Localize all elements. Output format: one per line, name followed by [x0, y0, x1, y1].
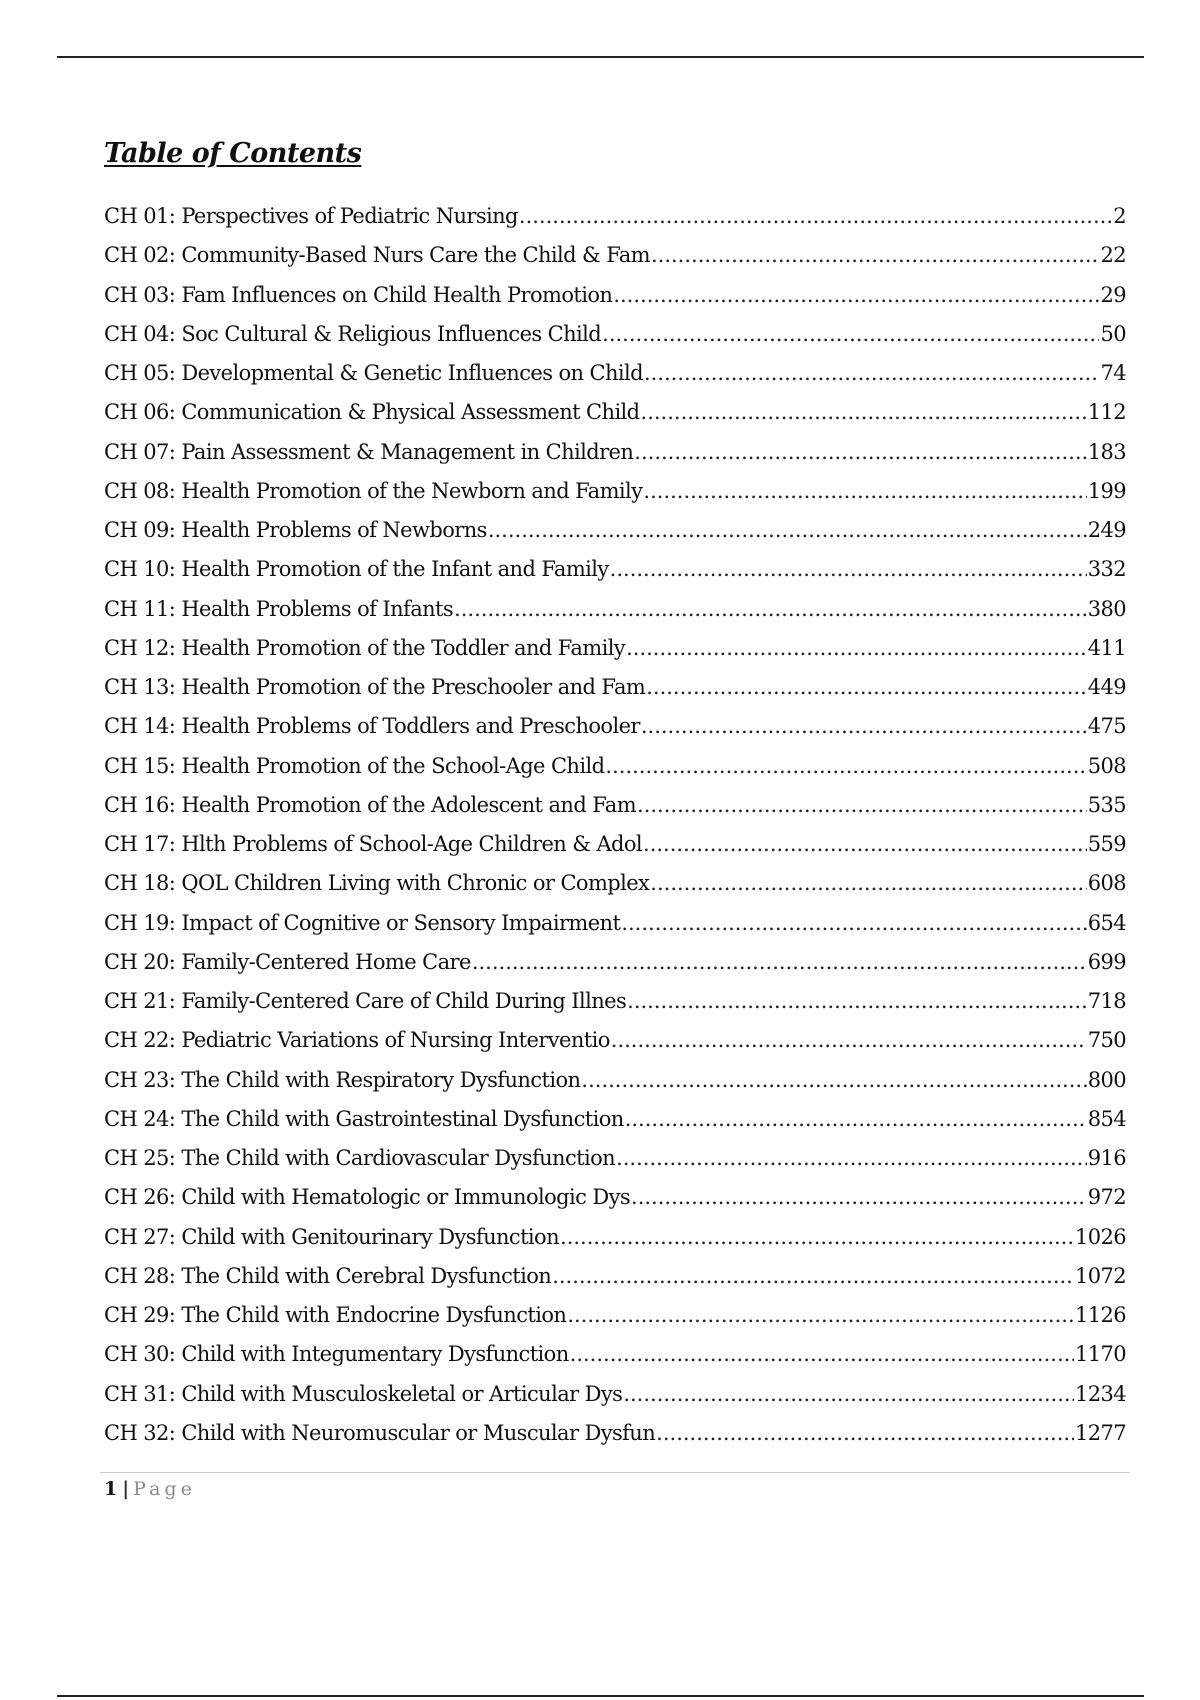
- toc-entry-title: CH 12: Health Promotion of the Toddler and Family: [104, 635, 626, 660]
- toc-entry-title: CH 32: Child with Neuromuscular or Muscular Dysfun: [104, 1420, 656, 1445]
- toc-entry-title: CH 28: The Child with Cerebral Dysfunction: [104, 1263, 552, 1288]
- toc-entry[interactable]: [104, 904, 1126, 943]
- toc-entry-page: 654: [1087, 910, 1126, 935]
- toc-entry-title: CH 09: Health Problems of Newborns: [104, 518, 487, 542]
- toc-entry[interactable]: [104, 1375, 1126, 1414]
- toc-entry[interactable]: [104, 1218, 1126, 1257]
- toc-entry-page: 608: [1087, 871, 1126, 896]
- toc-entry[interactable]: [104, 1257, 1126, 1296]
- toc-entry[interactable]: [104, 1335, 1126, 1374]
- toc-dot-leader: [611, 1021, 1087, 1060]
- toc-entry[interactable]: [104, 315, 1126, 354]
- toc-dot-leader: [454, 590, 1087, 629]
- toc-entry-page: 854: [1087, 1106, 1126, 1131]
- toc-entry[interactable]: [104, 393, 1126, 432]
- toc-dot-leader: [488, 511, 1087, 550]
- toc-dot-leader: [626, 629, 1087, 668]
- toc-dot-leader: [646, 668, 1086, 707]
- toc-entry-page: 1026: [1074, 1224, 1126, 1249]
- toc-entry[interactable]: [104, 1296, 1126, 1335]
- toc-dot-leader: [651, 236, 1099, 275]
- toc-entry[interactable]: [104, 668, 1126, 707]
- toc-entry-page: 199: [1087, 478, 1126, 503]
- toc-entry-page: 699: [1087, 949, 1126, 974]
- toc-entry-page: 1170: [1074, 1342, 1126, 1367]
- toc-dot-leader: [637, 786, 1087, 825]
- toc-dot-leader: [650, 864, 1086, 903]
- toc-entry-page: 475: [1087, 714, 1126, 739]
- toc-entry-title: CH 24: The Child with Gastrointestinal Dysfunction: [104, 1106, 624, 1131]
- toc-dot-leader: [570, 1335, 1074, 1374]
- toc-entry-title: CH 06: Communication & Physical Assessment Child: [104, 400, 640, 425]
- toc-entry[interactable]: [104, 707, 1126, 746]
- toc-entry-page: 535: [1087, 792, 1126, 817]
- toc-entry-page: 718: [1087, 989, 1126, 1013]
- toc-entry-title: CH 11: Health Problems of Infants: [104, 596, 454, 621]
- toc-heading: Table of Contents: [104, 138, 362, 169]
- toc-entry-title: CH 30: Child with Integumentary Dysfunction: [104, 1342, 569, 1367]
- toc-entry-title: CH 05: Developmental & Genetic Influences on Child: [104, 361, 643, 385]
- toc-entry[interactable]: [104, 629, 1126, 668]
- toc-dot-leader: [567, 1296, 1074, 1335]
- toc-entry[interactable]: [104, 1021, 1126, 1060]
- toc-entry-title: CH 25: The Child with Cardiovascular Dysfunction: [104, 1146, 616, 1170]
- toc-dot-leader: [634, 433, 1086, 472]
- toc-dot-leader: [643, 472, 1086, 511]
- toc-dot-leader: [644, 354, 1100, 393]
- toc-entry-page: 183: [1087, 439, 1126, 464]
- toc-entry[interactable]: [104, 197, 1126, 236]
- toc-entry-title: CH 07: Pain Assessment & Management in Children: [104, 439, 634, 464]
- toc-dot-leader: [610, 550, 1087, 589]
- toc-entry-page: 2: [1113, 204, 1126, 228]
- toc-entry[interactable]: [104, 943, 1126, 982]
- toc-dot-leader: [631, 1178, 1087, 1217]
- toc-dot-leader: [621, 904, 1086, 943]
- toc-entry-page: 559: [1087, 832, 1126, 856]
- toc-entry-title: CH 23: The Child with Respiratory Dysfunction: [104, 1067, 581, 1092]
- toc-entry-page: 332: [1087, 557, 1126, 582]
- toc-entry-page: 249: [1087, 518, 1126, 542]
- toc-dot-leader: [643, 825, 1087, 864]
- toc-dot-leader: [560, 1218, 1074, 1257]
- toc-entry[interactable]: [104, 1139, 1126, 1178]
- footer-page-label: Page: [133, 1478, 196, 1500]
- bottom-rule: [57, 1695, 1144, 1697]
- toc-entry[interactable]: [104, 472, 1126, 511]
- toc-dot-leader: [656, 1414, 1074, 1453]
- toc-entry[interactable]: [104, 433, 1126, 472]
- toc-entry[interactable]: [104, 825, 1126, 864]
- toc-entry-title: CH 18: QOL Children Living with Chronic or Complex: [104, 871, 650, 896]
- toc-entry-title: CH 22: Pediatric Variations of Nursing Interventio: [104, 1028, 610, 1053]
- toc-entry-title: CH 19: Impact of Cognitive or Sensory Impairment: [104, 910, 621, 935]
- toc-entry[interactable]: [104, 1100, 1126, 1139]
- toc-entry-page: 1234: [1074, 1381, 1126, 1406]
- toc-entry[interactable]: [104, 982, 1126, 1021]
- toc-entry-title: CH 16: Health Promotion of the Adolescent and Fam: [104, 792, 637, 817]
- toc-entry-page: 1126: [1074, 1303, 1126, 1327]
- toc-entry-title: CH 13: Health Promotion of the Preschooler and Fam: [104, 675, 646, 699]
- toc-dot-leader: [472, 943, 1087, 982]
- toc-entry-title: CH 02: Community-Based Nurs Care the Child & Fam: [104, 243, 650, 268]
- toc-dot-leader: [519, 197, 1112, 236]
- toc-dot-leader: [627, 982, 1087, 1021]
- toc-entry-page: 1277: [1074, 1420, 1126, 1445]
- toc-dot-leader: [616, 1139, 1087, 1178]
- toc-entry-title: CH 14: Health Problems of Toddlers and Preschooler: [104, 714, 640, 739]
- toc-entry-page: 1072: [1074, 1263, 1126, 1288]
- toc-entry-title: CH 31: Child with Musculoskeletal or Articular Dys: [104, 1381, 623, 1406]
- toc-entry-title: CH 15: Health Promotion of the School-Age Child: [104, 753, 605, 778]
- toc-entry[interactable]: [104, 276, 1126, 315]
- toc-dot-leader: [641, 393, 1087, 432]
- toc-dot-leader: [602, 315, 1099, 354]
- toc-entry-page: 29: [1100, 282, 1126, 307]
- toc-entry[interactable]: [104, 354, 1126, 393]
- header-rule: [57, 56, 1144, 58]
- toc-entry[interactable]: [104, 786, 1126, 825]
- toc-dot-leader: [613, 276, 1099, 315]
- toc-entry[interactable]: [104, 236, 1126, 275]
- toc-entry-page: 380: [1087, 596, 1126, 621]
- toc-entry[interactable]: [104, 747, 1126, 786]
- toc-entry-page: 50: [1100, 321, 1126, 346]
- toc-entry-page: 112: [1087, 400, 1126, 425]
- footer-page-number: 1: [104, 1478, 118, 1500]
- toc-entry-page: 972: [1087, 1185, 1126, 1210]
- toc-entry[interactable]: [104, 590, 1126, 629]
- toc-entry-page: 74: [1100, 361, 1126, 385]
- toc-entry-title: CH 01: Perspectives of Pediatric Nursing: [104, 204, 518, 228]
- page-footer: [104, 1478, 196, 1500]
- toc-entry-title: CH 20: Family-Centered Home Care: [104, 949, 471, 974]
- toc-dot-leader: [581, 1061, 1086, 1100]
- toc-entry[interactable]: [104, 1061, 1126, 1100]
- toc-dot-leader: [623, 1375, 1074, 1414]
- toc-entry-title: CH 04: Soc Cultural & Religious Influences Child: [104, 321, 602, 346]
- toc-entry-title: CH 08: Health Promotion of the Newborn and Family: [104, 478, 643, 503]
- toc-entry-title: CH 26: Child with Hematologic or Immunologic Dys: [104, 1185, 631, 1210]
- toc-entry-title: CH 29: The Child with Endocrine Dysfunction: [104, 1303, 567, 1327]
- toc-list: [104, 197, 1126, 1453]
- toc-entry-page: 800: [1087, 1067, 1126, 1092]
- toc-entry-title: CH 10: Health Promotion of the Infant and Family: [104, 557, 609, 582]
- toc-entry-page: 750: [1087, 1028, 1126, 1053]
- toc-entry-title: CH 03: Fam Influences on Child Health Promotion: [104, 282, 613, 307]
- toc-dot-leader: [641, 707, 1087, 746]
- toc-entry-page: 449: [1087, 675, 1126, 699]
- toc-entry-page: 916: [1087, 1146, 1126, 1170]
- toc-entry[interactable]: [104, 1178, 1126, 1217]
- toc-entry-page: 508: [1087, 753, 1126, 778]
- footer-rule: [100, 1472, 1130, 1473]
- toc-entry-page: 411: [1087, 635, 1126, 660]
- toc-entry-title: CH 21: Family-Centered Care of Child During Illnes: [104, 989, 627, 1013]
- toc-entry[interactable]: [104, 1414, 1126, 1453]
- toc-entry-title: CH 17: Hlth Problems of School-Age Children & Adol: [104, 832, 643, 856]
- toc-dot-leader: [552, 1257, 1074, 1296]
- toc-entry[interactable]: [104, 864, 1126, 903]
- toc-entry[interactable]: [104, 550, 1126, 589]
- toc-dot-leader: [625, 1100, 1087, 1139]
- toc-entry-title: CH 27: Child with Genitourinary Dysfunction: [104, 1224, 560, 1249]
- toc-dot-leader: [605, 747, 1086, 786]
- toc-entry[interactable]: [104, 511, 1126, 550]
- toc-entry-page: 22: [1100, 243, 1126, 268]
- footer-separator: |: [122, 1478, 130, 1500]
